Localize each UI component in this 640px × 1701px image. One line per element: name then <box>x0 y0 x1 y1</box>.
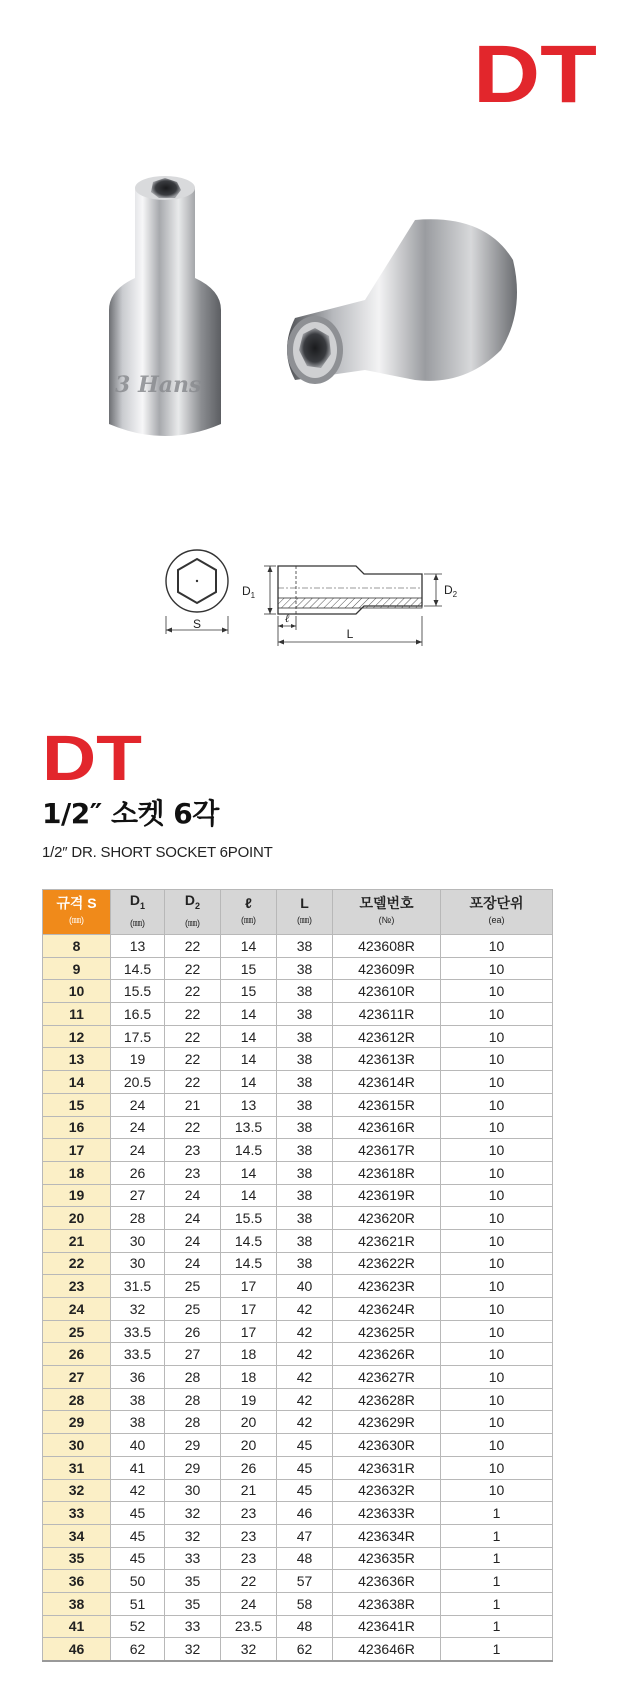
table-row <box>43 1207 553 1230</box>
table-row <box>43 1048 553 1071</box>
cell-model-number: 423632R <box>333 1479 441 1502</box>
end-view <box>166 550 228 634</box>
brand-logo-mid <box>42 730 142 784</box>
cell-size: 46 <box>43 1638 111 1661</box>
cell-d1: 31.5 <box>111 1275 165 1298</box>
cell-package-unit: 1 <box>441 1502 553 1525</box>
cell-size: 25 <box>43 1320 111 1343</box>
cell-d1: 28 <box>111 1207 165 1230</box>
cell-size: 11 <box>43 1003 111 1026</box>
cell-l-small: 14 <box>221 935 277 958</box>
table-row <box>43 1298 553 1321</box>
cell-l-small: 15.5 <box>221 1207 277 1230</box>
cell-model-number: 423635R <box>333 1547 441 1570</box>
cell-package-unit: 10 <box>441 1207 553 1230</box>
cell-size: 14 <box>43 1071 111 1094</box>
cell-l-small: 14 <box>221 1003 277 1026</box>
cell-l: 62 <box>277 1638 333 1661</box>
cell-l-small: 32 <box>221 1638 277 1661</box>
cell-model-number: 423612R <box>333 1025 441 1048</box>
cell-l-small: 26 <box>221 1456 277 1479</box>
cell-size: 41 <box>43 1615 111 1638</box>
cell-l-small: 14 <box>221 1184 277 1207</box>
table-row <box>43 1003 553 1026</box>
cell-size: 10 <box>43 980 111 1003</box>
engraving-text: 3 Hans <box>115 372 202 398</box>
cell-model-number: 423646R <box>333 1638 441 1661</box>
cell-model-number: 423621R <box>333 1229 441 1252</box>
cell-l-small: 23 <box>221 1547 277 1570</box>
cell-l: 45 <box>277 1456 333 1479</box>
cell-d1: 26 <box>111 1161 165 1184</box>
cell-model-number: 423630R <box>333 1434 441 1457</box>
cell-size: 36 <box>43 1570 111 1593</box>
cell-l: 42 <box>277 1388 333 1411</box>
label-d1-sub: 1 <box>250 591 256 600</box>
cell-d2: 35 <box>165 1592 221 1615</box>
cell-package-unit: 10 <box>441 1093 553 1116</box>
cell-l: 42 <box>277 1411 333 1434</box>
cell-d2: 22 <box>165 1003 221 1026</box>
table-row <box>43 1139 553 1162</box>
table-row <box>43 1592 553 1615</box>
cell-l-small: 20 <box>221 1434 277 1457</box>
cell-d2: 22 <box>165 1116 221 1139</box>
cell-size: 35 <box>43 1547 111 1570</box>
cell-size: 26 <box>43 1343 111 1366</box>
cell-size: 16 <box>43 1116 111 1139</box>
table-row <box>43 1184 553 1207</box>
cell-package-unit: 10 <box>441 1388 553 1411</box>
table-row <box>43 1116 553 1139</box>
header-package-unit: 포장단위 (ea) <box>441 890 553 935</box>
cell-size: 12 <box>43 1025 111 1048</box>
header-d1: $D_1$ (㎜) <box>111 890 165 935</box>
table-row <box>43 1071 553 1094</box>
svg-text:D2 <box>444 583 458 599</box>
cell-model-number: 423636R <box>333 1570 441 1593</box>
cell-d1: 20.5 <box>111 1071 165 1094</box>
cell-l-small: 24 <box>221 1592 277 1615</box>
table-row <box>43 1252 553 1275</box>
cell-l: 40 <box>277 1275 333 1298</box>
cell-d2: 28 <box>165 1388 221 1411</box>
cell-d2: 32 <box>165 1524 221 1547</box>
cell-size: 28 <box>43 1388 111 1411</box>
table-header-row <box>43 890 553 935</box>
cell-l-small: 21 <box>221 1479 277 1502</box>
cell-l-small: 13 <box>221 1093 277 1116</box>
cell-size: 13 <box>43 1048 111 1071</box>
cell-l-small: 14.5 <box>221 1139 277 1162</box>
cell-l: 38 <box>277 980 333 1003</box>
cell-d2: 29 <box>165 1434 221 1457</box>
cell-package-unit: 10 <box>441 1456 553 1479</box>
cell-l: 38 <box>277 1048 333 1071</box>
table-row <box>43 1229 553 1252</box>
table-row <box>43 1434 553 1457</box>
cell-l-small: 23 <box>221 1524 277 1547</box>
cell-l: 57 <box>277 1570 333 1593</box>
table-row <box>43 1411 553 1434</box>
cell-model-number: 423613R <box>333 1048 441 1071</box>
cell-l: 38 <box>277 1229 333 1252</box>
cell-d1: 16.5 <box>111 1003 165 1026</box>
header-l-small: ℓ (㎜) <box>221 890 277 935</box>
cell-package-unit: 1 <box>441 1547 553 1570</box>
table-row <box>43 1161 553 1184</box>
cell-l-small: 14.5 <box>221 1229 277 1252</box>
cell-model-number: 423615R <box>333 1093 441 1116</box>
table-row <box>43 1456 553 1479</box>
cell-l-small: 17 <box>221 1275 277 1298</box>
table-row <box>43 980 553 1003</box>
dimension-diagram <box>160 538 480 673</box>
cell-l-small: 22 <box>221 1570 277 1593</box>
cell-d2: 33 <box>165 1547 221 1570</box>
cell-l: 42 <box>277 1320 333 1343</box>
cell-package-unit: 10 <box>441 957 553 980</box>
product-photo <box>95 160 565 480</box>
cell-l-small: 14 <box>221 1025 277 1048</box>
table-row <box>43 1547 553 1570</box>
cell-l: 58 <box>277 1592 333 1615</box>
cell-model-number: 423629R <box>333 1411 441 1434</box>
cell-model-number: 423631R <box>333 1456 441 1479</box>
table-row <box>43 1615 553 1638</box>
cell-size: 21 <box>43 1229 111 1252</box>
cell-d1: 38 <box>111 1388 165 1411</box>
cell-model-number: 423622R <box>333 1252 441 1275</box>
label-l-small: ℓ <box>284 612 290 625</box>
cell-model-number: 423641R <box>333 1615 441 1638</box>
cell-d2: 28 <box>165 1366 221 1389</box>
table-row <box>43 1502 553 1525</box>
brand-logo-mid-text: DT <box>42 730 142 784</box>
cell-size: 19 <box>43 1184 111 1207</box>
cell-d1: 50 <box>111 1570 165 1593</box>
cell-package-unit: 10 <box>441 1139 553 1162</box>
cell-package-unit: 1 <box>441 1638 553 1661</box>
cell-d2: 24 <box>165 1184 221 1207</box>
cell-l: 38 <box>277 935 333 958</box>
cell-model-number: 423609R <box>333 957 441 980</box>
cell-package-unit: 10 <box>441 1003 553 1026</box>
cell-l-small: 20 <box>221 1411 277 1434</box>
cell-package-unit: 10 <box>441 1298 553 1321</box>
cell-d2: 22 <box>165 1025 221 1048</box>
cell-d2: 35 <box>165 1570 221 1593</box>
cell-size: 8 <box>43 935 111 958</box>
cell-l-small: 14 <box>221 1048 277 1071</box>
cell-d1: 45 <box>111 1502 165 1525</box>
cell-size: 38 <box>43 1592 111 1615</box>
cell-l: 45 <box>277 1434 333 1457</box>
cell-package-unit: 1 <box>441 1524 553 1547</box>
product-title: 1/2″ 소켓 6각 <box>42 797 219 830</box>
cell-d2: 28 <box>165 1411 221 1434</box>
cell-model-number: 423624R <box>333 1298 441 1321</box>
cell-d1: 45 <box>111 1524 165 1547</box>
cell-size: 17 <box>43 1139 111 1162</box>
cell-d2: 29 <box>165 1456 221 1479</box>
cell-l: 38 <box>277 1116 333 1139</box>
table-row <box>43 1320 553 1343</box>
cell-model-number: 423625R <box>333 1320 441 1343</box>
spec-table <box>42 889 553 1662</box>
table-row <box>43 1275 553 1298</box>
cell-l-small: 23 <box>221 1502 277 1525</box>
cell-size: 33 <box>43 1502 111 1525</box>
label-l: L <box>346 627 354 641</box>
cell-d2: 30 <box>165 1479 221 1502</box>
cell-l-small: 15 <box>221 957 277 980</box>
cell-size: 27 <box>43 1366 111 1389</box>
cell-package-unit: 10 <box>441 1229 553 1252</box>
cell-l-small: 18 <box>221 1366 277 1389</box>
cell-package-unit: 10 <box>441 1479 553 1502</box>
cell-d2: 32 <box>165 1638 221 1661</box>
socket-standing <box>109 176 221 436</box>
cell-l: 42 <box>277 1343 333 1366</box>
cell-d2: 22 <box>165 1048 221 1071</box>
cell-l: 48 <box>277 1615 333 1638</box>
cell-model-number: 423623R <box>333 1275 441 1298</box>
cell-d1: 33.5 <box>111 1320 165 1343</box>
cell-l: 38 <box>277 1139 333 1162</box>
cell-d1: 32 <box>111 1298 165 1321</box>
header-d2: $D_2$ (㎜) <box>165 890 221 935</box>
cell-l: 38 <box>277 1025 333 1048</box>
cell-model-number: 423634R <box>333 1524 441 1547</box>
cell-l: 38 <box>277 1252 333 1275</box>
cell-d2: 27 <box>165 1343 221 1366</box>
cell-model-number: 423626R <box>333 1343 441 1366</box>
cell-package-unit: 10 <box>441 1116 553 1139</box>
cell-d1: 24 <box>111 1116 165 1139</box>
cell-l: 38 <box>277 1071 333 1094</box>
cell-l: 42 <box>277 1298 333 1321</box>
cell-l: 48 <box>277 1547 333 1570</box>
cell-d1: 45 <box>111 1547 165 1570</box>
cell-model-number: 423608R <box>333 935 441 958</box>
cell-d1: 36 <box>111 1366 165 1389</box>
socket-lying <box>287 219 517 384</box>
cell-package-unit: 10 <box>441 1366 553 1389</box>
table-row <box>43 1388 553 1411</box>
brand-logo-top <box>473 40 597 108</box>
cell-d1: 30 <box>111 1252 165 1275</box>
table-row <box>43 935 553 958</box>
cell-model-number: 423616R <box>333 1116 441 1139</box>
cell-model-number: 423638R <box>333 1592 441 1615</box>
cell-l-small: 14.5 <box>221 1252 277 1275</box>
cell-package-unit: 10 <box>441 980 553 1003</box>
cell-l: 38 <box>277 1161 333 1184</box>
table-row <box>43 1093 553 1116</box>
cell-package-unit: 10 <box>441 935 553 958</box>
cell-l-small: 23.5 <box>221 1615 277 1638</box>
cell-model-number: 423610R <box>333 980 441 1003</box>
table-row <box>43 1570 553 1593</box>
cell-l: 38 <box>277 1003 333 1026</box>
table-row <box>43 1343 553 1366</box>
cell-l-small: 14 <box>221 1071 277 1094</box>
cell-package-unit: 10 <box>441 1434 553 1457</box>
table-row <box>43 1524 553 1547</box>
cell-l: 38 <box>277 1093 333 1116</box>
cell-l-small: 18 <box>221 1343 277 1366</box>
cell-size: 20 <box>43 1207 111 1230</box>
cell-d2: 32 <box>165 1502 221 1525</box>
cell-d2: 33 <box>165 1615 221 1638</box>
cell-d1: 62 <box>111 1638 165 1661</box>
cell-model-number: 423614R <box>333 1071 441 1094</box>
cell-d2: 23 <box>165 1161 221 1184</box>
cell-package-unit: 10 <box>441 1411 553 1434</box>
cell-package-unit: 10 <box>441 1048 553 1071</box>
cell-model-number: 423627R <box>333 1366 441 1389</box>
cell-d2: 26 <box>165 1320 221 1343</box>
cell-d1: 14.5 <box>111 957 165 980</box>
cell-package-unit: 1 <box>441 1592 553 1615</box>
cell-d2: 22 <box>165 957 221 980</box>
cell-size: 15 <box>43 1093 111 1116</box>
cell-package-unit: 1 <box>441 1570 553 1593</box>
table-row <box>43 1638 553 1661</box>
cell-l: 47 <box>277 1524 333 1547</box>
cell-d1: 42 <box>111 1479 165 1502</box>
cell-l-small: 19 <box>221 1388 277 1411</box>
cell-d1: 17.5 <box>111 1025 165 1048</box>
brand-logo-top-text: DT <box>473 40 597 108</box>
cell-size: 32 <box>43 1479 111 1502</box>
cell-size: 34 <box>43 1524 111 1547</box>
cell-d1: 24 <box>111 1093 165 1116</box>
cell-d2: 22 <box>165 935 221 958</box>
cell-d1: 27 <box>111 1184 165 1207</box>
cell-package-unit: 10 <box>441 1275 553 1298</box>
cell-l: 46 <box>277 1502 333 1525</box>
label-d2-sub: 2 <box>452 590 458 599</box>
cell-d1: 33.5 <box>111 1343 165 1366</box>
cell-d1: 19 <box>111 1048 165 1071</box>
header-model-number: 모델번호 (№) <box>333 890 441 935</box>
cell-d2: 24 <box>165 1207 221 1230</box>
cell-d1: 52 <box>111 1615 165 1638</box>
cell-d2: 21 <box>165 1093 221 1116</box>
cell-d1: 13 <box>111 935 165 958</box>
label-s: S <box>192 617 202 631</box>
cell-package-unit: 10 <box>441 1320 553 1343</box>
header-size: 규격 S (㎜) <box>43 890 111 935</box>
cell-d2: 25 <box>165 1298 221 1321</box>
cell-d2: 24 <box>165 1252 221 1275</box>
cell-d1: 15.5 <box>111 980 165 1003</box>
cell-model-number: 423628R <box>333 1388 441 1411</box>
cell-package-unit: 10 <box>441 1025 553 1048</box>
cell-d2: 24 <box>165 1229 221 1252</box>
svg-text:D1 <box>242 584 256 600</box>
cell-size: 29 <box>43 1411 111 1434</box>
cell-l: 38 <box>277 1207 333 1230</box>
cell-size: 31 <box>43 1456 111 1479</box>
cell-l: 38 <box>277 1184 333 1207</box>
cell-d2: 25 <box>165 1275 221 1298</box>
cell-model-number: 423611R <box>333 1003 441 1026</box>
header-l: L (㎜) <box>277 890 333 935</box>
cell-size: 9 <box>43 957 111 980</box>
cell-d1: 41 <box>111 1456 165 1479</box>
product-subtitle: 1/2″ DR. SHORT SOCKET 6POINT <box>42 844 273 861</box>
side-view <box>242 566 458 646</box>
cell-l: 38 <box>277 957 333 980</box>
cell-d2: 22 <box>165 980 221 1003</box>
table-row <box>43 957 553 980</box>
cell-model-number: 423620R <box>333 1207 441 1230</box>
cell-l-small: 15 <box>221 980 277 1003</box>
cell-size: 18 <box>43 1161 111 1184</box>
cell-package-unit: 10 <box>441 1252 553 1275</box>
cell-package-unit: 10 <box>441 1184 553 1207</box>
cell-package-unit: 10 <box>441 1071 553 1094</box>
table-row <box>43 1366 553 1389</box>
cell-l: 45 <box>277 1479 333 1502</box>
cell-l-small: 17 <box>221 1298 277 1321</box>
cell-l-small: 14 <box>221 1161 277 1184</box>
table-row <box>43 1479 553 1502</box>
cell-package-unit: 10 <box>441 1343 553 1366</box>
cell-model-number: 423617R <box>333 1139 441 1162</box>
cell-size: 23 <box>43 1275 111 1298</box>
label-d2: D <box>444 583 453 597</box>
cell-model-number: 423618R <box>333 1161 441 1184</box>
cell-d2: 23 <box>165 1139 221 1162</box>
cell-size: 24 <box>43 1298 111 1321</box>
cell-d1: 38 <box>111 1411 165 1434</box>
cell-model-number: 423633R <box>333 1502 441 1525</box>
cell-size: 30 <box>43 1434 111 1457</box>
cell-l: 42 <box>277 1366 333 1389</box>
cell-d1: 24 <box>111 1139 165 1162</box>
cell-d2: 22 <box>165 1071 221 1094</box>
cell-size: 22 <box>43 1252 111 1275</box>
cell-package-unit: 1 <box>441 1615 553 1638</box>
cell-model-number: 423619R <box>333 1184 441 1207</box>
cell-d1: 40 <box>111 1434 165 1457</box>
table-row <box>43 1025 553 1048</box>
spec-table-body <box>43 935 553 1662</box>
cell-d1: 51 <box>111 1592 165 1615</box>
cell-package-unit: 10 <box>441 1161 553 1184</box>
cell-d1: 30 <box>111 1229 165 1252</box>
label-d1: D <box>242 584 251 598</box>
cell-l-small: 17 <box>221 1320 277 1343</box>
cell-l-small: 13.5 <box>221 1116 277 1139</box>
